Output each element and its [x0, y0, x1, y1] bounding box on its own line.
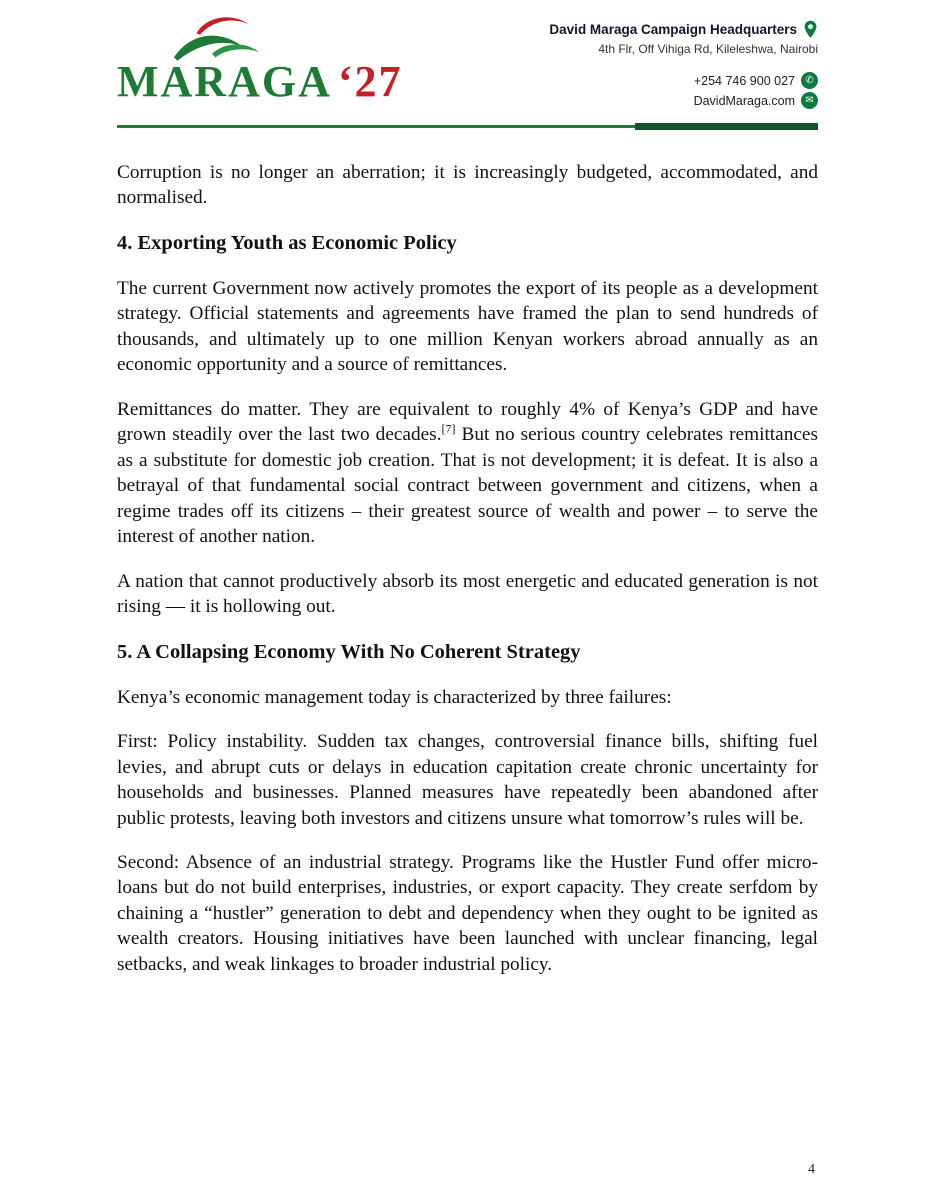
paragraph-remittances — [117, 397, 818, 550]
phone-number: +254 746 900 027 — [693, 73, 795, 88]
paragraph-corruption: Corruption is no longer an aberration; it is increasingly budgeted, accommodated, and normalised. — [117, 162, 818, 209]
heading-collapsing-economy: 5. A Collapsing Economy With No Coherent Strategy — [117, 640, 581, 663]
org-name-row — [549, 20, 818, 39]
paragraph-industrial-strategy: Second: Absence of an industrial strategy. Programs like the Hustler Fund offer micro-loans but do not build enterprises, industries, or export capacity. They create serfdom by chaining a “hustler” generation to debt and dependency when they ought to be ignited as wealth creators. Housing initiatives have been launched with unclear financing, legal setbacks, and weak linkages to broader industrial policy. — [117, 852, 818, 975]
paragraph-export-strategy: The current Government now actively promotes the export of its people as a development strategy. Official statements and agreements have framed the plan to send hundreds of thousands, and ultimately up to one million Kenyan workers abroad annually as an economic opportunity and a source of remittances. — [117, 277, 818, 376]
paragraph-remittances-pre: Remittances do matter. They are equivalent to roughly 4% of Kenya’s GDP and have grown steadily over the last two decades. — [117, 398, 818, 446]
phone-row — [549, 72, 818, 89]
location-pin-icon — [803, 20, 818, 39]
footnote-reference-7: [7] — [441, 421, 456, 436]
phone-icon: ✆ — [801, 72, 818, 89]
heading-exporting-youth: 4. Exporting Youth as Economic Policy — [117, 231, 457, 254]
page-number: 4 — [808, 1162, 815, 1177]
logo-year: ‘27 — [337, 57, 403, 106]
document-body — [0, 130, 927, 977]
paragraph-hollowing-out: A nation that cannot productively absorb its most energetic and educated generation is not rising — it is hollowing out. — [117, 570, 818, 618]
letterhead — [0, 0, 927, 112]
org-name: David Maraga Campaign Headquarters — [549, 22, 797, 37]
paragraph-policy-instability: First: Policy instability. Sudden tax changes, controversial finance bills, shifting fuel levies, and abrupt cuts or delays in education capitation create chronic uncertainty for households and businesses. Planned measures have repeatedly been abandoned after public protests, leaving both investors and citizens unsure what tomorrow’s rules will be. — [117, 731, 818, 829]
divider-thick-segment — [635, 123, 818, 130]
address-line: 4th Flr, Off Vihiga Rd, Kileleshwa, Nairobi — [598, 42, 818, 56]
paragraph-remittances-post: But no serious country celebrates remittances as a substitute for domestic job creation. That is not development; it is defeat. It is also a betrayal of that fundamental social contract between government and citizens, when a regime trades off its citizens – their greatest source of wealth and power – to serve the interest of another nation. — [117, 424, 818, 548]
logo-wordmark — [117, 57, 403, 106]
header-divider — [117, 122, 818, 130]
contact-block — [549, 14, 818, 112]
logo-name: MARAGA — [117, 57, 332, 106]
paragraph-three-failures: Kenya’s economic management today is characterized by three failures: — [117, 686, 672, 708]
campaign-logo — [117, 14, 403, 104]
website-text: DavidMaraga.com — [693, 93, 795, 108]
email-icon: ✉ — [801, 92, 818, 109]
website-row — [549, 92, 818, 109]
